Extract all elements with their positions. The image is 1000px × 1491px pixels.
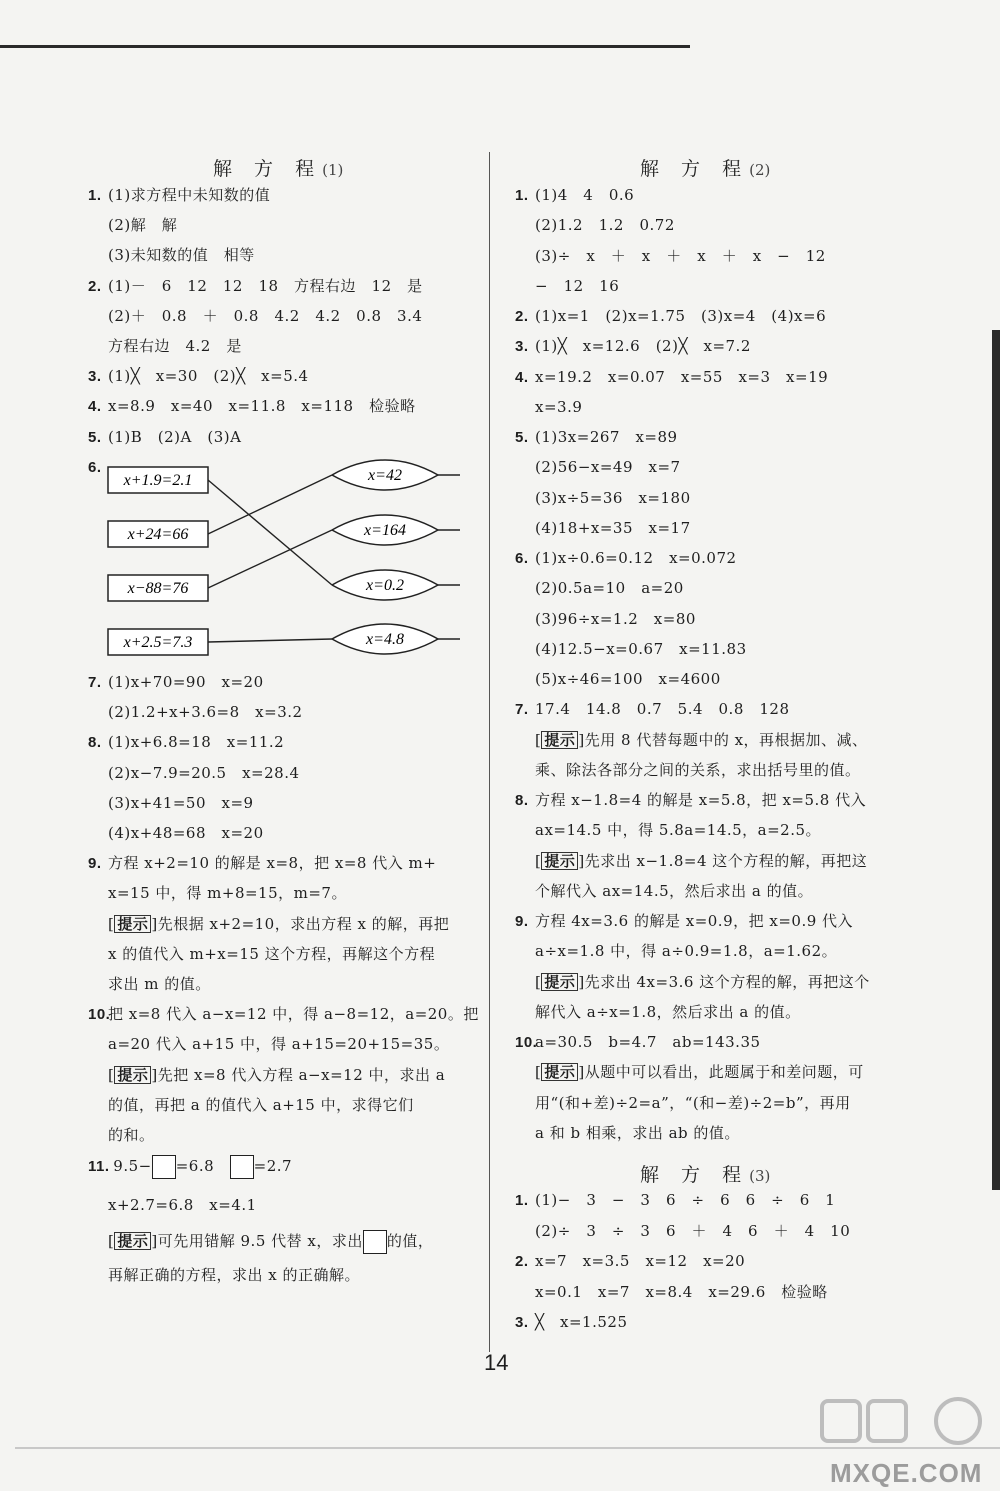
- answer-text: 方程 x−1.8=4 的解是 x=5.8，把 x=5.8 代入: [535, 791, 867, 809]
- equation-text: x−88=76: [127, 580, 189, 597]
- equation-text: x+1.9=2.1: [123, 472, 193, 489]
- answer-line: [515, 1221, 850, 1241]
- q11-part-c: =2.7: [253, 1157, 293, 1175]
- answer-text: 先用 8 代替每题中的 x，再根据加、减、: [584, 730, 868, 749]
- answer-line: [88, 732, 284, 753]
- answer-line: [515, 911, 853, 932]
- answer-line: [515, 367, 828, 388]
- section-title-number: (3): [749, 1167, 771, 1185]
- answer-text: (2)1.2+x+3.6=8 x=3.2: [108, 703, 303, 722]
- question-number: 2.: [88, 277, 102, 295]
- answer-text: 个解代入 ax=14.5，然后求出 a 的值。: [535, 881, 814, 900]
- answer-line: [515, 215, 675, 235]
- answer-line: [515, 276, 619, 296]
- section-title-text: 解 方 程: [640, 1164, 750, 1186]
- answer-line: [88, 1004, 479, 1025]
- q11-line-2: x+2.7=6.8 x=4.1: [108, 1196, 257, 1214]
- solution-text: x=4.8: [366, 631, 404, 648]
- question-number: 4.: [88, 398, 102, 416]
- answer-text: (2)x−7.9=20.5 x=28.4: [108, 763, 300, 782]
- answer-line: [88, 245, 255, 265]
- answer-line: [515, 336, 751, 357]
- blank-box: [230, 1155, 254, 1179]
- question-number: 2.: [515, 1253, 529, 1270]
- answer-line: [515, 246, 826, 266]
- question-number: 6.: [88, 458, 102, 476]
- page-edge-bar: [992, 330, 1000, 1190]
- answer-line: [515, 1032, 761, 1053]
- answer-text: (1)╳ x=30 (2)╳ x=5.4: [108, 367, 309, 386]
- answer-text: 先把 x=8 代入方程 a−x=12 中，求出 a: [157, 1065, 446, 1084]
- answer-text: (5)x÷46=100 x=4600: [535, 670, 721, 688]
- question-number: 11.: [88, 1158, 110, 1175]
- answer-text: a 和 b 相乘，求出 ab 的值。: [535, 1123, 740, 1142]
- answer-line: [515, 518, 691, 538]
- answer-line: [515, 1282, 828, 1302]
- answer-line: [88, 306, 422, 326]
- answer-line: [515, 427, 678, 448]
- answer-text: 先求出 4x=3.6 这个方程的解，再把这个: [584, 972, 870, 991]
- answer-line: [88, 366, 309, 387]
- answer-line: [515, 669, 721, 689]
- watermark-text: MXQE.COM: [830, 1458, 983, 1488]
- section-title-1: [213, 154, 343, 181]
- answer-text: (1)− 3 − 3 6 ÷ 6 6 ÷ 6 1: [535, 1191, 836, 1209]
- answer-line: [ 提示 ]从题中可以看出，此题属于和差问题，可: [535, 1063, 864, 1082]
- section-title-number: (2): [749, 161, 771, 179]
- answer-text: (4)18+x=35 x=17: [535, 518, 691, 537]
- answer-text: (1)B (2)A (3)A: [108, 427, 242, 446]
- answer-text: a=20 代入 a+15 中，得 a+15=20+15=35。: [108, 1035, 450, 1054]
- answer-line: [88, 427, 241, 448]
- answer-line: [515, 488, 691, 508]
- q11-part-b: =6.8: [175, 1157, 215, 1175]
- hint-label: 提示: [541, 1063, 578, 1081]
- answer-text: (1)求方程中未知数的值: [108, 186, 271, 204]
- answer-text: 方程 x+2=10 的解是 x=8，把 x=8 代入 m+: [108, 854, 437, 873]
- answer-text: 先根据 x+2=10，求出方程 x 的解，再把: [157, 914, 450, 933]
- answer-line: [ 提示 ]先把 x=8 代入方程 a−x=12 中，求出 a: [108, 1065, 446, 1084]
- question-number: 1.: [515, 187, 529, 204]
- q11-hint-text-b: 的值，: [386, 1232, 434, 1250]
- answer-line: [515, 1093, 851, 1113]
- answer-line: [ 提示 ]先求出 x−1.8=4 这个方程的解，再把这: [535, 851, 868, 870]
- answer-line: [515, 457, 681, 477]
- answer-text: ax=14.5 中，得 5.8a=14.5，a=2.5。: [535, 821, 822, 840]
- hint-label: 提示: [541, 973, 578, 991]
- answer-text: (3)未知数的值 相等: [108, 246, 255, 265]
- q11-hint-line-1: [ 提示 ]可先用错解 9.5 代替 x，求出 的值，: [88, 1230, 433, 1254]
- answer-line: [88, 1125, 155, 1145]
- matching-line: [208, 639, 332, 642]
- answer-text: 乘、除法各部分之间的关系，求出括号里的值。: [535, 760, 861, 779]
- answer-line: [515, 1190, 835, 1211]
- answer-text: (2)解 解: [108, 216, 178, 235]
- answer-text: (4)x+48=68 x=20: [108, 824, 264, 842]
- answer-text: (2)÷ 3 ÷ 3 6 ＋ 4 6 ＋ 4 10: [535, 1221, 851, 1240]
- page-number: 14: [484, 1350, 509, 1375]
- hint-label: 提示: [541, 852, 578, 870]
- question-number: 3.: [515, 1314, 529, 1331]
- answer-line: [515, 941, 837, 961]
- question-number: 7.: [515, 701, 529, 719]
- q11-hint-text-a: 可先用错解 9.5 代替 x，求出: [157, 1232, 363, 1250]
- q11-line-1: [88, 1155, 292, 1179]
- answer-line: [515, 639, 747, 659]
- question-number: 4.: [515, 368, 529, 386]
- answer-text: 从题中可以看出，此题属于和差问题，可: [584, 1063, 864, 1082]
- answer-line: [88, 944, 435, 964]
- answer-text: (3)96÷x=1.2 x=80: [535, 609, 696, 628]
- answer-line: [88, 793, 254, 813]
- answer-text: x=19.2 x=0.07 x=55 x=3 x=19: [535, 367, 829, 386]
- answer-text: (2)1.2 1.2 0.72: [535, 216, 675, 235]
- blank-box: [363, 1230, 387, 1254]
- answer-line: [515, 578, 684, 598]
- answer-line: [515, 1002, 801, 1022]
- answer-line: [515, 185, 634, 206]
- answer-line: [88, 853, 436, 874]
- question-number: 2.: [515, 308, 529, 325]
- answer-text: (2)0.5a=10 a=20: [535, 579, 684, 598]
- answer-line: [ 提示 ]先求出 4x=3.6 这个方程的解，再把这个: [535, 972, 870, 991]
- q11-part-a: 9.5−: [113, 1157, 152, 1175]
- answer-text: (3)x÷5=36 x=180: [535, 488, 691, 507]
- question-number: 3.: [515, 338, 529, 356]
- solution-text: x=164: [364, 522, 406, 539]
- question-number: 9.: [88, 855, 102, 873]
- answer-line: [88, 396, 416, 417]
- answer-line: [88, 883, 347, 903]
- answer-text: a÷x=1.8 中，得 a÷0.9=1.8，a=1.62。: [535, 942, 838, 961]
- answer-text: 求出 m 的值。: [108, 975, 211, 993]
- answer-text: − 12 16: [535, 276, 620, 295]
- answer-text: (3)x+41=50 x=9: [108, 793, 254, 812]
- question-number: 9.: [515, 913, 529, 930]
- hint-label: 提示: [114, 1066, 151, 1084]
- answer-line: [88, 672, 264, 693]
- answer-line: [515, 1123, 740, 1143]
- answer-line: [88, 823, 264, 843]
- question-number: 6.: [515, 550, 529, 567]
- answer-text: 方程右边 4.2 是: [108, 337, 242, 355]
- answer-text: x=8.9 x=40 x=11.8 x=118 检验略: [108, 397, 416, 416]
- question-number: 3.: [88, 368, 102, 386]
- answer-text: 用“(和+差)÷2=a”，“(和−差)÷2=b”，再用: [535, 1093, 851, 1112]
- answer-text: x=15 中，得 m+8=15，m=7。: [108, 884, 347, 903]
- answer-line: [515, 1312, 628, 1333]
- question-number: 1.: [515, 1192, 529, 1209]
- answer-text: (4)12.5−x=0.67 x=11.83: [535, 639, 747, 658]
- answer-line: [88, 1034, 449, 1054]
- solution-text: x=42: [368, 467, 402, 484]
- answer-line: [515, 820, 821, 840]
- answer-line: [88, 336, 242, 356]
- answer-line: [515, 609, 696, 629]
- answer-text: 的和。: [108, 1126, 155, 1144]
- answer-line: [515, 699, 790, 720]
- q11-hint-line-2: 再解正确的方程，求出 x 的正确解。: [108, 1266, 360, 1284]
- answer-text: 17.4 14.8 0.7 5.4 0.8 128: [535, 700, 790, 719]
- section-title-3: [640, 1160, 770, 1187]
- answer-text: a=30.5 b=4.7 ab=143.35: [535, 1033, 761, 1051]
- answer-text: (1)x÷0.6=0.12 x=0.072: [535, 549, 737, 567]
- answer-text: (1)3x=267 x=89: [535, 428, 678, 446]
- answer-text: (1)╳ x=12.6 (2)╳ x=7.2: [535, 337, 751, 356]
- answer-line: [515, 1251, 745, 1272]
- answer-text: (3)÷ x ＋ x ＋ x ＋ x − 12: [535, 246, 826, 265]
- matching-line: [208, 530, 332, 588]
- question-number: 5.: [515, 429, 529, 446]
- answer-text: 的值，再把 a 的值代入 a+15 中，求得它们: [108, 1095, 414, 1114]
- question-number: 5.: [88, 428, 102, 446]
- answer-line: [515, 881, 813, 901]
- answer-text: (1)x=1 (2)x=1.75 (3)x=4 (4)x=6: [535, 307, 827, 325]
- watermark-logo: [818, 1395, 988, 1450]
- answer-line: [515, 306, 826, 327]
- answer-text: x=3.9: [535, 397, 583, 416]
- answer-line: [88, 1095, 414, 1115]
- equation-text: x+24=66: [127, 526, 189, 543]
- matching-line: [208, 475, 332, 534]
- equation-text: x+2.5=7.3: [123, 634, 193, 651]
- section-title-text: 解 方 程: [640, 158, 750, 180]
- hint-label: 提示: [114, 1232, 151, 1250]
- answer-line: [88, 276, 423, 297]
- answer-text: (2)＋ 0.8 ＋ 0.8 4.2 4.2 0.8 3.4: [108, 306, 423, 325]
- hint-label: 提示: [541, 731, 578, 749]
- answer-line: [ 提示 ]先根据 x+2=10，求出方程 x 的解，再把: [108, 914, 450, 933]
- solution-text: x=0.2: [366, 577, 404, 594]
- answer-text: 把 x=8 代入 a−x=12 中，得 a−8=12，a=20。把: [108, 1005, 479, 1024]
- answer-text: x=0.1 x=7 x=8.4 x=29.6 检验略: [535, 1282, 828, 1301]
- answer-text: (1)4 4 0.6: [535, 186, 635, 204]
- answer-line: [515, 548, 737, 569]
- matching-line: [208, 480, 332, 585]
- answer-line: [515, 760, 861, 780]
- answer-text: (1)x+6.8=18 x=11.2: [108, 733, 285, 752]
- blank-box: [152, 1155, 176, 1179]
- answer-line: [88, 215, 177, 235]
- section-title-number: (1): [322, 161, 344, 179]
- question-number: 8.: [88, 734, 102, 752]
- question-number: 10.: [88, 1006, 111, 1024]
- answer-text: ╳ x=1.525: [535, 1313, 628, 1331]
- hint-label: 提示: [114, 915, 151, 933]
- answer-text: x=7 x=3.5 x=12 x=20: [535, 1252, 746, 1270]
- answer-line: [88, 185, 270, 206]
- answer-text: 方程 4x=3.6 的解是 x=0.9，把 x=0.9 代入: [535, 912, 854, 930]
- answer-line: [88, 763, 300, 783]
- answer-text: (1)－ 6 12 12 18 方程右边 12 是: [108, 276, 423, 295]
- top-rule: [0, 45, 690, 48]
- answer-line: [515, 397, 582, 417]
- answer-line: [88, 702, 303, 722]
- section-title-2: [640, 154, 770, 181]
- q6-matching-diagram: [100, 455, 470, 665]
- answer-text: x 的值代入 m+x=15 这个方程，再解这个方程: [108, 944, 436, 963]
- answer-text: (2)56−x=49 x=7: [535, 458, 681, 477]
- answer-line: [88, 974, 211, 994]
- section-title-text: 解 方 程: [213, 158, 323, 180]
- answer-text: (1)x+70=90 x=20: [108, 673, 264, 691]
- question-number: 10.: [515, 1034, 538, 1051]
- question-number: 7.: [88, 674, 102, 691]
- answer-text: 解代入 a÷x=1.8，然后求出 a 的值。: [535, 1002, 801, 1021]
- answer-line: [515, 790, 866, 811]
- column-divider: [489, 152, 490, 1352]
- answer-text: 先求出 x−1.8=4 这个方程的解，再把这: [584, 851, 868, 870]
- question-number: 8.: [515, 792, 529, 809]
- answer-line: [ 提示 ]先用 8 代替每题中的 x，再根据加、减、: [535, 730, 868, 749]
- question-number: 1.: [88, 187, 102, 204]
